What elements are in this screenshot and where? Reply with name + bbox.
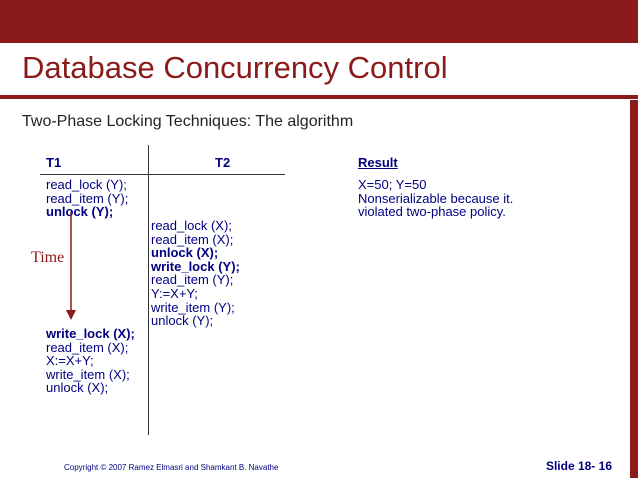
slide-number: Slide 18- 16 [545, 459, 612, 473]
t1-operation: write_item (X); [46, 366, 130, 382]
result-line: Nonserializable because it. [358, 190, 514, 206]
t1-operation: read_item (Y); [46, 190, 129, 206]
t1-operations-part1 [46, 178, 128, 219]
t2-operation: read_item (Y); [151, 272, 234, 288]
t1-operation: write_lock (X); [46, 326, 135, 341]
t2-operation: write_lock (Y); [151, 258, 240, 274]
header-divider [40, 174, 285, 175]
t1-operation: read_item (X); [46, 339, 129, 355]
t1-operations-part2 [46, 327, 135, 395]
slide-subtitle: Two-Phase Locking Techniques: The algorithm [22, 113, 354, 130]
t2-operations [151, 219, 240, 328]
t2-header: T2 [215, 155, 231, 170]
t2-operation: read_item (X); [151, 231, 234, 247]
t2-operation: Y:=X+Y; [151, 285, 198, 301]
side-band [630, 100, 638, 478]
column-divider [148, 145, 149, 435]
t2-operation: unlock (Y); [151, 313, 214, 329]
t2-operation: read_lock (X); [151, 218, 232, 233]
t2-operation: write_item (Y); [151, 299, 235, 315]
t1-operation: unlock (Y); [46, 204, 114, 220]
t1-header: T1 [46, 155, 62, 170]
slide-title: Database Concurrency Control [22, 50, 448, 85]
t2-operation: unlock (X); [151, 245, 219, 261]
result-text [358, 178, 513, 219]
time-arrow-icon [63, 212, 79, 322]
result-line: X=50; Y=50 [358, 177, 427, 192]
t1-operation: read_lock (Y); [46, 177, 127, 192]
t1-operation: X:=X+Y; [46, 353, 94, 369]
title-divider [0, 95, 638, 99]
time-label: Time [31, 249, 65, 266]
result-line: violated two-phase policy. [358, 204, 506, 220]
copyright-footer: Copyright © 2007 Ramez Elmasri and Shamkant B. Navathe [64, 463, 279, 472]
t1-operation: unlock (X); [46, 380, 109, 396]
result-header: Result [358, 155, 398, 170]
header-band [0, 0, 638, 43]
